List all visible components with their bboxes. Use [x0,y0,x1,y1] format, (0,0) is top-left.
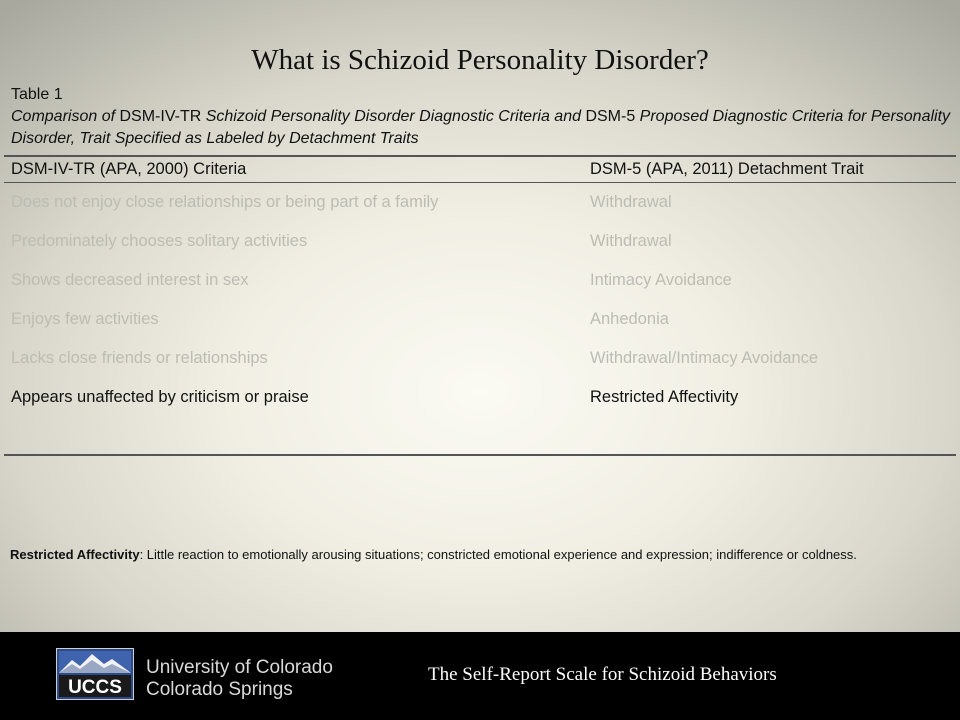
table-row [4,339,956,378]
university-line-1: University of Colorado [146,657,333,678]
university-name [146,657,333,701]
caption-part: Schizoid Personality Disorder Diagnostic Criteria and [205,108,586,125]
caption-part: Comparison of [11,108,120,125]
criteria-cell: Shows decreased interest in sex [11,271,249,289]
criteria-cell: Predominately chooses solitary activities [11,232,308,250]
comparison-table [4,155,956,417]
trait-cell: Intimacy Avoidance [590,271,732,289]
caption-part: DSM-IV-TR [119,108,206,125]
header-criteria: DSM-IV-TR (APA, 2000) Criteria [11,160,247,178]
table-body [4,183,956,417]
uccs-logo-icon [56,648,134,700]
presentation-tagline: The Self-Report Scale for Schizoid Behaviors [428,664,777,685]
table-header-row [4,157,956,182]
trait-cell: Withdrawal [590,193,672,211]
note-term: Restricted Affectivity [10,547,140,562]
note-definition: : Little reaction to emotionally arousing situations; constricted emotional experience and expression; indifference or coldness. [139,547,857,562]
table-row [4,378,956,417]
trait-cell: Anhedonia [590,310,669,328]
criteria-cell: Does not enjoy close relationships or being part of a family [11,193,439,211]
logo-text: UCCS [68,677,122,698]
table-caption [11,84,951,150]
caption-part: Proposed Diagnostic Criteria for Personality Disorder, Trait Specified as Labeled by Detachment Traits [11,108,951,147]
table-row [4,300,956,339]
header-trait: DSM-5 (APA, 2011) Detachment Trait [590,160,864,178]
trait-cell: Withdrawal [590,232,672,250]
definition-note [10,544,948,565]
table-row [4,261,956,300]
university-line-2: Colorado Springs [146,679,293,700]
trait-cell: Withdrawal/Intimacy Avoidance [590,349,819,367]
criteria-cell: Enjoys few activities [11,310,159,328]
caption-part: DSM-5 [585,108,640,125]
table-description [11,106,951,150]
slide-title: What is Schizoid Personality Disorder? [251,44,709,76]
table-bottom-rule [4,454,956,456]
criteria-cell: Lacks close friends or relationships [11,349,268,367]
table-row [4,222,956,261]
table-label: Table 1 [11,86,63,103]
trait-cell: Restricted Affectivity [590,388,739,406]
table-row [4,183,956,222]
criteria-cell: Appears unaffected by criticism or praise [11,388,309,406]
